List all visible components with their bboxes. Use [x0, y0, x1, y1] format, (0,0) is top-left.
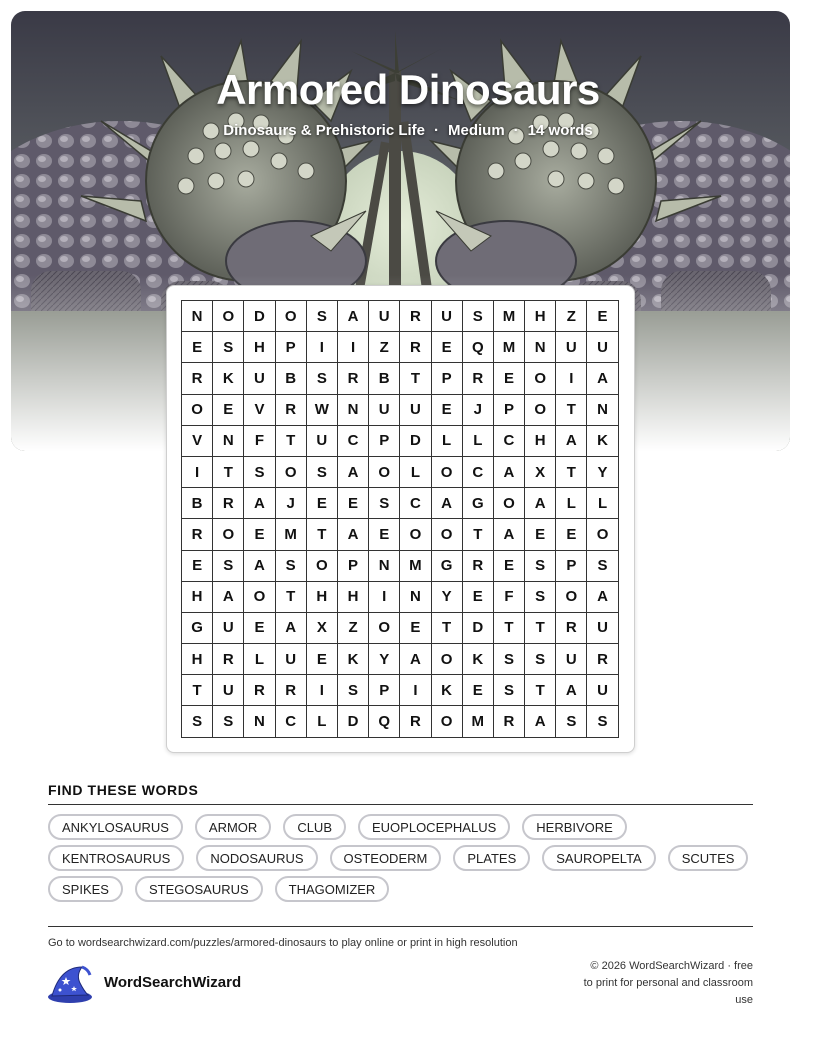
grid-cell[interactable]: O — [494, 488, 525, 519]
grid-cell[interactable]: L — [307, 706, 338, 737]
grid-cell[interactable]: A — [338, 457, 369, 488]
grid-cell[interactable]: L — [400, 457, 431, 488]
grid-cell[interactable]: S — [276, 551, 307, 582]
grid-cell[interactable]: T — [400, 363, 431, 394]
grid-cell[interactable]: E — [213, 395, 244, 426]
grid-cell[interactable]: R — [587, 644, 618, 675]
grid-cell[interactable]: D — [463, 613, 494, 644]
puzzle-meta — [0, 122, 816, 139]
grid-cell[interactable]: Y — [587, 457, 618, 488]
grid-cell[interactable]: U — [307, 426, 338, 457]
grid-cell[interactable]: E — [400, 613, 431, 644]
grid-cell[interactable]: T — [276, 582, 307, 613]
grid-cell[interactable]: I — [400, 675, 431, 706]
grid-cell[interactable]: H — [307, 582, 338, 613]
grid-cell[interactable]: O — [369, 457, 400, 488]
grid-cell[interactable]: L — [587, 488, 618, 519]
grid-cell[interactable]: O — [432, 706, 463, 737]
grid-cell[interactable]: A — [338, 519, 369, 550]
grid-cell[interactable]: S — [307, 301, 338, 332]
grid-cell[interactable]: O — [525, 395, 556, 426]
grid-cell[interactable]: R — [400, 706, 431, 737]
grid-cell[interactable]: K — [587, 426, 618, 457]
grid-cell[interactable]: C — [494, 426, 525, 457]
grid-cell[interactable]: M — [400, 551, 431, 582]
grid-cell[interactable]: S — [182, 706, 213, 737]
grid-cell[interactable]: E — [307, 488, 338, 519]
grid-cell[interactable]: T — [525, 613, 556, 644]
difficulty-label: Medium — [448, 122, 505, 139]
grid-cell[interactable]: S — [307, 363, 338, 394]
word-chip: HERBIVORE — [522, 814, 627, 840]
grid-cell[interactable]: Q — [369, 706, 400, 737]
grid-cell[interactable]: T — [556, 457, 587, 488]
grid-cell[interactable]: S — [307, 457, 338, 488]
word-chip: EUOPLOCEPHALUS — [358, 814, 510, 840]
grid-cell[interactable]: N — [182, 301, 213, 332]
grid-cell[interactable]: E — [494, 363, 525, 394]
grid-cell[interactable]: O — [556, 582, 587, 613]
grid-cell[interactable]: B — [182, 488, 213, 519]
grid-cell[interactable]: E — [244, 519, 275, 550]
grid-cell[interactable]: Y — [432, 582, 463, 613]
grid-cell[interactable]: R — [400, 332, 431, 363]
grid-cell[interactable]: R — [556, 613, 587, 644]
grid-cell[interactable]: S — [213, 706, 244, 737]
divider — [48, 926, 753, 927]
grid-cell[interactable]: A — [276, 613, 307, 644]
grid-cell[interactable]: O — [307, 551, 338, 582]
grid-cell[interactable]: U — [587, 675, 618, 706]
goto-link-text: Go to wordsearchwizard.com/puzzles/armored-dinosaurs to play online or print in high resolution — [48, 937, 518, 949]
grid-cell[interactable]: E — [182, 551, 213, 582]
word-chip: NODOSAURUS — [196, 845, 317, 871]
grid-cell[interactable]: T — [432, 613, 463, 644]
grid-cell[interactable]: O — [276, 457, 307, 488]
grid-cell[interactable]: Q — [463, 332, 494, 363]
grid-cell[interactable]: R — [494, 706, 525, 737]
grid-cell[interactable]: I — [182, 457, 213, 488]
word-chip: KENTROSAURUS — [48, 845, 184, 871]
grid-cell[interactable]: B — [276, 363, 307, 394]
grid-cell[interactable]: M — [276, 519, 307, 550]
grid-cell[interactable]: C — [400, 488, 431, 519]
word-count-label: 14 words — [527, 122, 593, 139]
grid-cell[interactable]: A — [556, 675, 587, 706]
grid-cell[interactable]: R — [182, 519, 213, 550]
find-words-heading: FIND THESE WORDS — [48, 782, 199, 798]
word-list — [48, 814, 758, 902]
divider — [48, 804, 753, 805]
grid-cell[interactable]: U — [587, 613, 618, 644]
grid-cell[interactable]: S — [525, 644, 556, 675]
grid-cell[interactable]: P — [494, 395, 525, 426]
grid-cell[interactable]: L — [463, 426, 494, 457]
grid-cell[interactable]: K — [432, 675, 463, 706]
grid-cell[interactable]: S — [213, 332, 244, 363]
grid-cell[interactable]: R — [276, 395, 307, 426]
grid-cell[interactable]: W — [307, 395, 338, 426]
grid-cell[interactable]: A — [338, 301, 369, 332]
grid-cell[interactable]: O — [400, 519, 431, 550]
grid-cell[interactable]: U — [213, 613, 244, 644]
grid-cell[interactable]: T — [556, 395, 587, 426]
grid-cell[interactable]: B — [369, 363, 400, 394]
grid-cell[interactable]: E — [587, 301, 618, 332]
grid-cell[interactable]: L — [556, 488, 587, 519]
meta-separator: · — [513, 122, 519, 139]
grid-cell[interactable]: U — [244, 363, 275, 394]
grid-cell[interactable]: A — [432, 488, 463, 519]
grid-cell[interactable]: T — [307, 519, 338, 550]
grid-cell[interactable]: N — [213, 426, 244, 457]
grid-cell[interactable]: L — [432, 426, 463, 457]
grid-cell[interactable]: V — [182, 426, 213, 457]
grid-cell[interactable]: O — [525, 363, 556, 394]
grid-cell[interactable]: O — [587, 519, 618, 550]
grid-cell[interactable]: R — [400, 301, 431, 332]
grid-cell[interactable]: R — [244, 675, 275, 706]
grid-cell[interactable]: E — [182, 332, 213, 363]
grid-cell[interactable]: T — [182, 675, 213, 706]
grid-cell[interactable]: K — [463, 644, 494, 675]
grid-cell[interactable]: Z — [369, 332, 400, 363]
grid-cell[interactable]: Z — [338, 613, 369, 644]
grid-cell[interactable]: J — [463, 395, 494, 426]
grid-cell[interactable]: R — [463, 551, 494, 582]
grid-cell[interactable]: Y — [369, 644, 400, 675]
word-chip: SPIKES — [48, 876, 123, 902]
grid-cell[interactable]: I — [307, 675, 338, 706]
grid-cell[interactable]: P — [338, 551, 369, 582]
grid-cell[interactable]: C — [276, 706, 307, 737]
word-chip: SAUROPELTA — [542, 845, 655, 871]
word-chip: SCUTES — [668, 845, 749, 871]
grid-cell[interactable]: H — [525, 426, 556, 457]
grid-cell[interactable]: S — [338, 675, 369, 706]
grid-cell[interactable]: E — [338, 488, 369, 519]
grid-cell[interactable]: P — [369, 675, 400, 706]
grid-cell[interactable]: R — [276, 675, 307, 706]
word-chip: PLATES — [453, 845, 530, 871]
grid-cell[interactable]: A — [587, 363, 618, 394]
grid-cell[interactable]: O — [182, 395, 213, 426]
grid-cell[interactable]: I — [369, 582, 400, 613]
grid-cell[interactable]: E — [432, 395, 463, 426]
grid-cell[interactable]: E — [244, 613, 275, 644]
grid-cell[interactable]: I — [556, 363, 587, 394]
grid-cell[interactable]: D — [400, 426, 431, 457]
grid-cell[interactable]: U — [556, 644, 587, 675]
grid-cell[interactable]: P — [276, 332, 307, 363]
grid-cell[interactable]: P — [369, 426, 400, 457]
grid-cell[interactable]: E — [494, 551, 525, 582]
grid-cell[interactable]: H — [338, 582, 369, 613]
grid-cell[interactable]: X — [307, 613, 338, 644]
grid-cell[interactable]: R — [213, 644, 244, 675]
grid-cell[interactable]: H — [244, 332, 275, 363]
grid-cell[interactable]: O — [244, 582, 275, 613]
grid-cell[interactable]: O — [213, 301, 244, 332]
grid-cell[interactable]: S — [463, 301, 494, 332]
grid-cell[interactable]: F — [244, 426, 275, 457]
grid-cell[interactable]: G — [463, 488, 494, 519]
grid-cell[interactable]: H — [525, 301, 556, 332]
grid-cell[interactable]: S — [525, 551, 556, 582]
grid-cell[interactable]: A — [244, 488, 275, 519]
grid-cell[interactable]: S — [244, 457, 275, 488]
grid-cell[interactable]: A — [494, 519, 525, 550]
grid-cell[interactable]: A — [213, 582, 244, 613]
grid-cell[interactable]: S — [369, 488, 400, 519]
grid-cell[interactable]: H — [182, 644, 213, 675]
grid-cell[interactable]: E — [307, 644, 338, 675]
grid-cell[interactable]: O — [432, 457, 463, 488]
grid-cell[interactable]: U — [587, 332, 618, 363]
grid-cell[interactable]: I — [307, 332, 338, 363]
grid-cell[interactable]: J — [276, 488, 307, 519]
grid-cell[interactable]: A — [587, 582, 618, 613]
grid-cell[interactable]: T — [463, 519, 494, 550]
copyright-notice: © 2026 WordSearchWizard · free to print for personal and classroom use — [583, 960, 753, 1006]
grid-cell[interactable]: O — [213, 519, 244, 550]
grid-cell[interactable]: M — [494, 301, 525, 332]
grid-cell[interactable]: U — [432, 301, 463, 332]
word-chip: OSTEODERM — [330, 845, 442, 871]
grid-cell[interactable]: S — [494, 644, 525, 675]
grid-cell[interactable]: N — [587, 395, 618, 426]
grid-cell[interactable]: A — [556, 426, 587, 457]
grid-cell[interactable]: S — [525, 582, 556, 613]
grid-cell[interactable]: N — [338, 395, 369, 426]
word-chip: THAGOMIZER — [275, 876, 390, 902]
grid-cell[interactable]: T — [213, 457, 244, 488]
grid-cell[interactable]: T — [494, 613, 525, 644]
grid-cell[interactable]: S — [587, 551, 618, 582]
grid-cell[interactable]: O — [369, 613, 400, 644]
grid-cell[interactable]: M — [494, 332, 525, 363]
grid-cell[interactable]: E — [463, 582, 494, 613]
word-chip: ARMOR — [195, 814, 271, 840]
grid-cell[interactable]: U — [369, 301, 400, 332]
grid-cell[interactable]: F — [494, 582, 525, 613]
grid-cell[interactable]: R — [463, 363, 494, 394]
grid-cell[interactable]: U — [400, 395, 431, 426]
grid-cell[interactable]: M — [463, 706, 494, 737]
word-chip: ANKYLOSAURUS — [48, 814, 183, 840]
grid-cell[interactable]: N — [400, 582, 431, 613]
grid-cell[interactable]: S — [494, 675, 525, 706]
grid-cell[interactable]: A — [494, 457, 525, 488]
grid-cell[interactable]: A — [400, 644, 431, 675]
grid-cell[interactable]: E — [463, 675, 494, 706]
grid-cell[interactable]: R — [182, 363, 213, 394]
letter-grid — [181, 300, 619, 738]
brand-name: WordSearchWizard — [104, 974, 242, 991]
grid-cell[interactable]: N — [525, 332, 556, 363]
grid-cell[interactable]: C — [338, 426, 369, 457]
grid-cell[interactable]: C — [463, 457, 494, 488]
grid-cell[interactable]: G — [432, 551, 463, 582]
grid-cell[interactable]: H — [182, 582, 213, 613]
grid-cell[interactable]: U — [556, 332, 587, 363]
grid-cell[interactable]: S — [556, 706, 587, 737]
grid-cell[interactable]: N — [369, 551, 400, 582]
grid-cell[interactable]: E — [556, 519, 587, 550]
grid-cell[interactable]: T — [276, 426, 307, 457]
grid-cell[interactable]: K — [213, 363, 244, 394]
grid-cell[interactable]: S — [587, 706, 618, 737]
grid-cell[interactable]: O — [432, 519, 463, 550]
grid-cell[interactable]: P — [432, 363, 463, 394]
grid-cell[interactable]: U — [276, 644, 307, 675]
page-title: Armored Dinosaurs — [216, 66, 600, 113]
grid-cell[interactable]: Z — [556, 301, 587, 332]
grid-cell[interactable]: K — [338, 644, 369, 675]
grid-cell[interactable]: D — [244, 301, 275, 332]
grid-cell[interactable]: E — [525, 519, 556, 550]
grid-cell[interactable]: A — [244, 551, 275, 582]
grid-cell[interactable]: A — [525, 488, 556, 519]
grid-cell[interactable]: D — [338, 706, 369, 737]
grid-cell[interactable]: E — [432, 332, 463, 363]
grid-cell[interactable]: V — [244, 395, 275, 426]
grid-cell[interactable]: U — [213, 675, 244, 706]
grid-cell[interactable]: N — [244, 706, 275, 737]
word-chip: CLUB — [283, 814, 346, 840]
grid-cell[interactable]: L — [244, 644, 275, 675]
grid-cell[interactable]: R — [338, 363, 369, 394]
grid-cell[interactable]: R — [213, 488, 244, 519]
grid-cell[interactable]: O — [432, 644, 463, 675]
grid-cell[interactable]: U — [369, 395, 400, 426]
grid-cell[interactable]: G — [182, 613, 213, 644]
grid-cell[interactable]: S — [213, 551, 244, 582]
puzzle-card — [166, 285, 635, 753]
meta-separator: · — [434, 122, 439, 139]
wizard-hat-icon — [46, 963, 94, 1010]
category-label: Dinosaurs & Prehistoric Life — [223, 122, 425, 139]
grid-cell[interactable]: I — [338, 332, 369, 363]
grid-cell[interactable]: A — [525, 706, 556, 737]
grid-cell[interactable]: O — [276, 301, 307, 332]
grid-cell[interactable]: E — [369, 519, 400, 550]
grid-cell[interactable]: P — [556, 551, 587, 582]
word-chip: STEGOSAURUS — [135, 876, 263, 902]
grid-cell[interactable]: X — [525, 457, 556, 488]
grid-cell[interactable]: T — [525, 675, 556, 706]
